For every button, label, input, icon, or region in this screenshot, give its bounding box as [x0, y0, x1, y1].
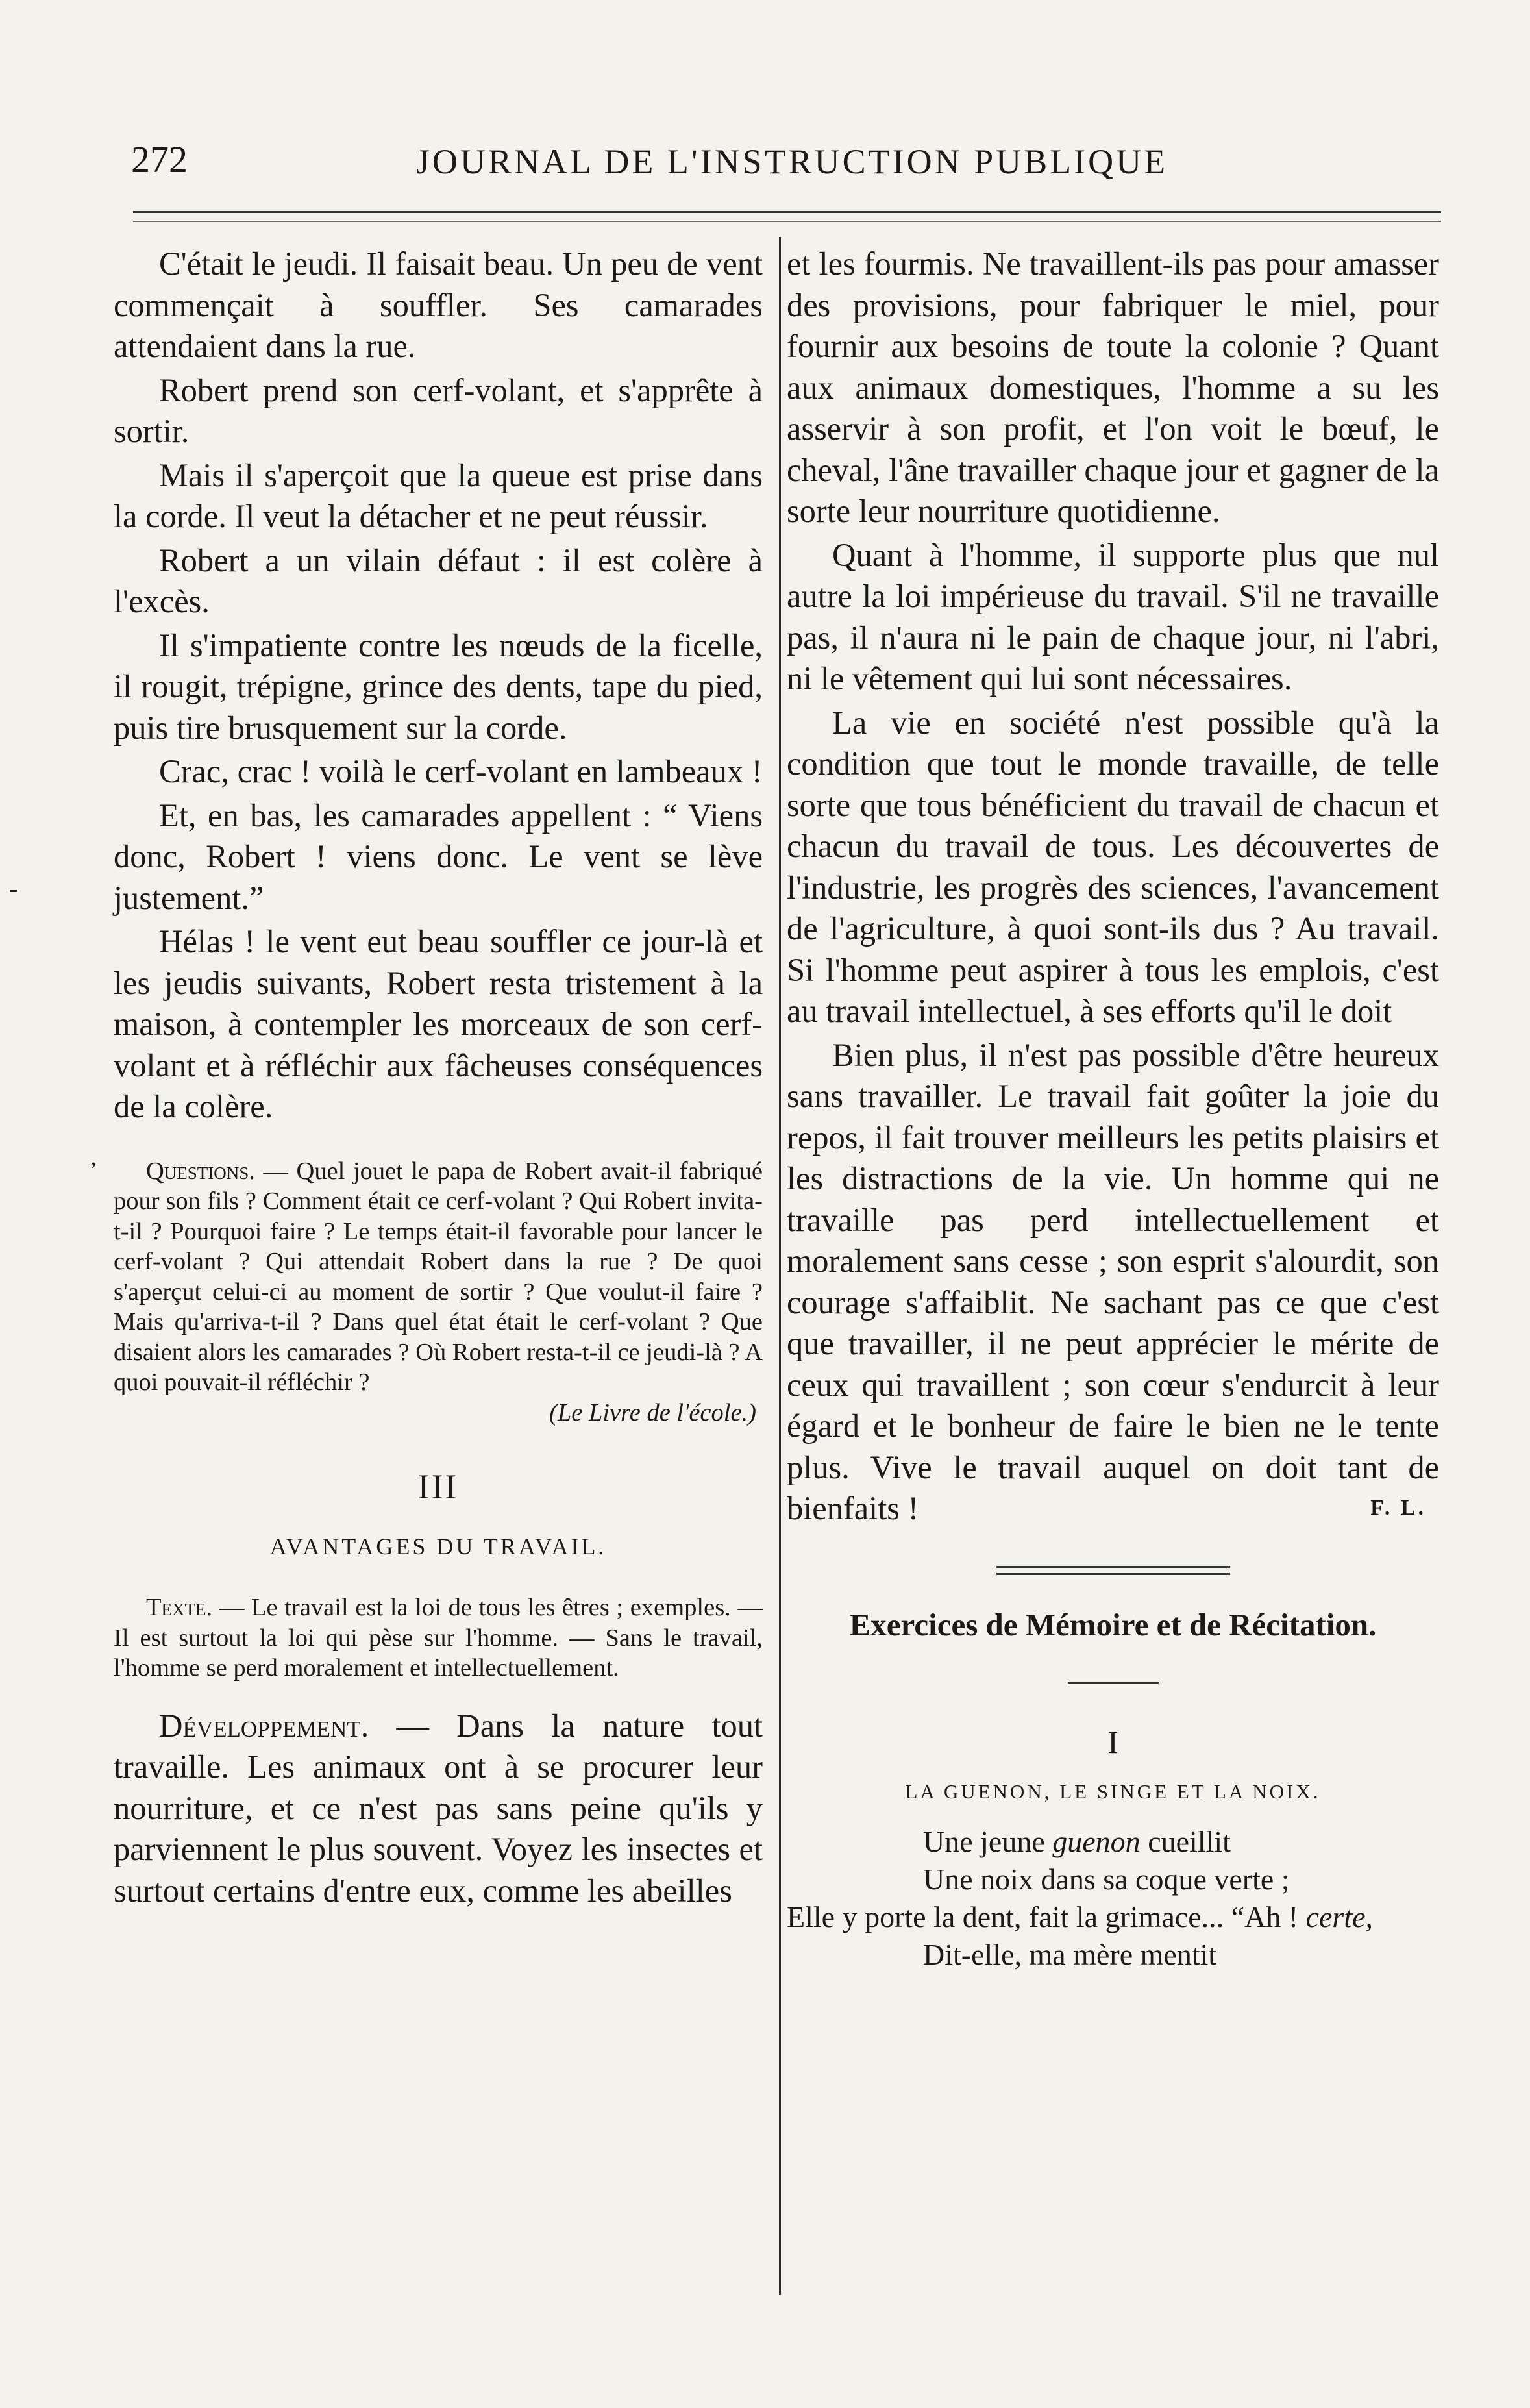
texte-block: [114, 1593, 763, 1683]
verse-line: [787, 1861, 1439, 1898]
header-rule: [133, 211, 1441, 213]
right-paragraph: Quant à l'homme, il supporte plus que nul autre la loi impérieuse du travail. S'il ne travaille pas, il n'aura ni le pain de chaque jour, ni l'abri, ni le vêtement qui lui sont nécessaires.: [787, 536, 1439, 697]
poem-number: I: [1107, 1723, 1118, 1760]
column-divider: [779, 237, 781, 2295]
verse-line: [787, 1936, 1439, 1974]
poem-title: LA GUENON, LE SINGE ET LA NOIX.: [905, 1780, 1321, 1803]
signature: F. L.: [1370, 1495, 1426, 1520]
exercises-heading: Exercices de Mémoire et de Récitation.: [849, 1606, 1377, 1643]
left-paragraph: Hélas ! le vent eut beau souffler ce jour-là et les jeudis suivants, Robert resta tristement à la maison, à contempler les morceaux de son cerf-volant et à réfléchir aux fâcheuses conséquences de la colère.: [114, 923, 763, 1124]
left-paragraph: Robert a un vilain défaut : il est colère à l'excès.: [114, 541, 763, 619]
verse-text: Une jeune: [923, 1824, 1053, 1858]
questions-block: [114, 1156, 763, 1398]
left-column: [114, 243, 763, 1914]
left-paragraph: Mais il s'aperçoit que la queue est prise dans la corde. Il veut la détacher et ne peut réussir.: [114, 456, 763, 534]
left-paragraph: Robert prend son cerf-volant, et s'apprête à sortir.: [114, 371, 763, 449]
left-paragraph: Et, en bas, les camarades appellent : “ Viens donc, Robert ! viens donc. Le vent se lève justement.”: [114, 797, 763, 916]
left-paragraph: Crac, crac ! voilà le cerf-volant en lambeaux !: [159, 753, 763, 789]
verse-text: cueillit: [1140, 1824, 1231, 1858]
right-paragraph: La vie en société n'est possible qu'à la condition que tout le monde travaille, de telle sorte que tous bénéficient du travail de chacun et chacun du travail de tous. Les découvertes de l'industrie, les progrès des sciences, l'avancement de l'agriculture, à quoi sont-ils dus ? Au travail. Si l'homme peut aspirer à tous les emplois, c'est au travail intellectuel, à ses efforts qu'il le doit: [787, 704, 1439, 1029]
header-rule-secondary: [133, 221, 1441, 222]
double-rule: [996, 1566, 1230, 1575]
texte-label: Texte.: [146, 1594, 213, 1621]
verse-italic: certe,: [1305, 1900, 1374, 1933]
questions-source: (Le Livre de l'école.): [549, 1398, 756, 1426]
verse-text: Elle y porte la dent, fait la grimace... “Ah !: [787, 1900, 1306, 1933]
questions-label: Questions.: [146, 1157, 255, 1185]
development-paragraph: [114, 1706, 763, 1912]
section-title: AVANTAGES DU TRAVAIL.: [269, 1533, 607, 1559]
verse-text: Une noix dans sa coque verte ;: [923, 1862, 1290, 1896]
margin-mark-small: ,: [91, 1146, 97, 1170]
left-paragraph: C'était le jeudi. Il faisait beau. Un peu de vent commençait à souffler. Ses camarades attendaient dans la rue.: [114, 245, 763, 364]
short-rule: [1068, 1682, 1159, 1684]
development-text: — Dans la nature tout travaille. Les animaux ont à se procurer leur nourriture, et ce n'est pas sans peine qu'ils y parviennent le plus souvent. Voyez les insectes et surtout certains d'entre eux, comme les abeilles: [114, 1707, 763, 1909]
margin-mark: -: [9, 874, 18, 903]
left-paragraph: Il s'impatiente contre les nœuds de la ficelle, il rougit, trépigne, grince des dents, tape du pied, puis tire brusquement sur la corde.: [114, 627, 763, 746]
page-header: [0, 130, 1530, 201]
right-column: [787, 243, 1439, 1974]
texte-text: — Le travail est la loi de tous les êtres ; exemples. — Il est surtout la loi qui pèse sur l'homme. — Sans le travail, l'homme se perd moralement et intellectuellement.: [114, 1594, 763, 1682]
questions-text: — Quel jouet le papa de Robert avait-il fabriqué pour son fils ? Comment était ce cerf-volant ? Qui Robert invita-t-il ? Pourquoi faire ? Le temps était-il favorable pour lancer le cerf-volant ? Qui attendait Robert dans la rue ? De quoi s'aperçut celui-ci au moment de sortir ? Que voulut-il faire ? Mais qu'arriva-t-il ? Dans quel état était le cerf-volant ? Que disaient alors les camarades ? Où Robert resta-t-il ce jeudi-là ? A quoi pouvait-il réfléchir ?: [114, 1157, 763, 1396]
verse-line: [787, 1898, 1439, 1936]
development-label: Développement.: [159, 1707, 369, 1744]
verse-italic: guenon: [1052, 1824, 1141, 1858]
right-paragraph: et les fourmis. Ne travaillent-ils pas pour amasser des provisions, pour fabriquer le miel, pour fournir aux besoins de toute la colonie ? Quant aux animaux domestiques, l'homme a su les asservir à son profit, et l'on voit le bœuf, le cheval, l'âne travailler chaque jour et gagner de la sorte leur nourriture quotidienne.: [787, 245, 1439, 529]
verse-line: [787, 1823, 1439, 1861]
verse-text: Dit-elle, ma mère mentit: [923, 1937, 1217, 1971]
section-number: III: [417, 1467, 459, 1506]
page-number: 272: [131, 138, 188, 180]
running-title: JOURNAL DE L'INSTRUCTION PUBLIQUE: [415, 142, 1168, 181]
right-paragraph: Bien plus, il n'est pas possible d'être heureux sans travailler. Le travail fait goûter la joie du repos, il fait trouver meilleurs les petits plaisirs et les distractions de la vie. Un homme qui ne travaille pas perd intellectuellement et moralement sans cesse ; son esprit s'alourdit, son courage s'affaiblit. Ne sachant pas ce que c'est que travailler, il ne peut apprécier le mérite de ceux qui travaillent ; son cœur s'endurcit à leur égard et le bonheur de faire le bien ne le tente plus. Vive le travail auquel on doit tant de bienfaits !: [787, 1036, 1439, 1526]
